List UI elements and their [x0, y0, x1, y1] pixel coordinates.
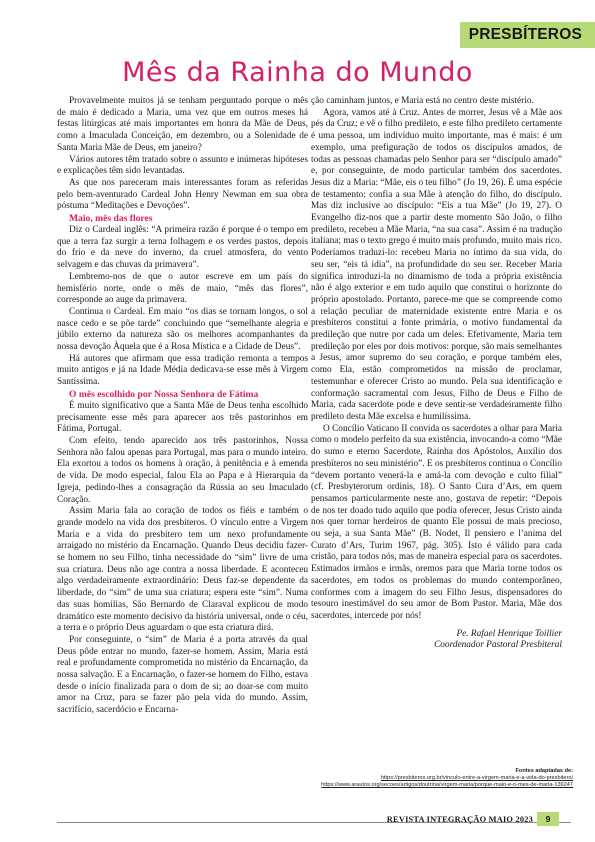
paragraph: Por conseguinte, o “sim” de Maria é a porta através da qual Deus pôde entrar no mundo, fazer-se homem. Assim, Maria está real e profundamente comprometida no mistério da Encarnação, da nossa salvação. E a Encarnação, o fazer-se homem do Filho, estava desde o início finalizada para o dom de si; ao doar-se com muito amor na Cruz, para se fazer pão pela vida do mundo. Assim, sacrifício, sacerdócio e Encarna-: [57, 634, 308, 716]
paragraph: Vários autores têm tratado sobre o assunto e inúmeras hipóteses e explicações têm sido levantadas.: [57, 154, 308, 177]
source-link[interactable]: https://presbiteros.org.br/vinculo-entre-a-virgem-maria-e-a-vida-do-presbitero/: [380, 775, 573, 782]
paragraph: O Concílio Vaticano II convida os sacerdotes a olhar para Maria como o modelo perfeito da sua existência, invocando-a como “Mãe do sumo e eterno Sacerdote, Rainha dos Apóstolos, Auxílio dos presbíteros no seu ministério”. E os presbíteros continua o Concílio “devem portanto venerá-la e amá-la com devoção e culto filial” (cf. Presbyterorum ordinis, 18). O Santo Cura d’Ars, em quem pensamos particularmente neste ano, gostava de repetir: “Depois de nos ter doado tudo aquilo que podia oferecer, Jesus Cristo ainda nos quer tornar herdeiros de quanto Ele possui de mais precioso, ou seja, a sua Santa Mãe” (B. Nodet, Il pensiero e l’anima del Curato d’Ars, Turim 1967, pág. 305). Isto é válido para cada cristão, para todos nós, mas de maneira especial para os sacerdotes. Estimados irmãos e irmãs, oremos para que Maria torne todos os sacerdotes, em todos os problemas do mundo contemporâneo, conformes com a imagem do seu Filho Jesus, dispensadores do tesouro inestimável do seu amor de Bom Pastor. Maria, Mãe dos sacerdotes, intercede por nós!: [311, 423, 562, 621]
paragraph: As que nos pareceram mais interessantes foram as referidas pelo bem-aventurado Cardeal John Henry Newman em sua obra póstuma “Meditações e Devoções”.: [57, 177, 308, 212]
page-number: 9: [537, 812, 559, 826]
paragraph: Assim Maria fala ao coração de todos os fiéis e também o grande modelo na vida dos presbíteros. O vínculo entre a Virgem Maria e a vida do presbítero tem um nexo profundamente arraigado no mistério da Encarnação. Quando Deus decidiu fazer-se homem no seu Filho, tinha necessidade do “sim” livre de uma sua criatura. Deus não age contra a nossa liberdade. E aconteceu algo verdadeiramente extraordinário: Deus faz-se dependente da liberdade, do “sim” de uma sua criatura; espera este “sim”. Numa das suas homilias, São Bernardo de Claraval explicou de modo dramático este momento decisivo da história universal, onde o céu, a terra e o próprio Deus aguardam o que esta criatura dirá.: [57, 506, 308, 634]
paragraph: Continua o Cardeal. Em maio “os dias se tornam longos, o sol nasce cedo e se põe tarde” concluindo que “semelhante alegria e júbilo externo da natureza são os melhores acompanhantes da nossa devoção Àquela que é a Rosa Mística e a Cidade de Deus”.: [57, 306, 308, 353]
source-link[interactable]: https://www.arautos.org/secoes/artigos/doutrina/virgem-maria/porque-maio-e-o-mes-de-maria-139247: [321, 782, 573, 789]
sources-label: Fontes adaptadas de:: [515, 768, 573, 774]
page-title: Mês da Rainha do Mundo: [122, 57, 473, 88]
paragraph: Há autores que afirmam que essa tradição remonta a tempos muito antigos e já na Idade Média dedicava-se esse mês à Virgem Santíssima.: [57, 353, 308, 388]
author-name: Pe. Rafael Henrique Toillier: [456, 628, 562, 639]
paragraph: Com efeito, tendo aparecido aos três pastorinhos, Nossa Senhora não falou apenas para Portugal, mas para o mundo inteiro. Ela exortou a todos os homens à oração, à penitência e à emenda de vida. De modo especial, falou Ela ao Papa e à Hierarquia da Igreja, pedindo-lhes a consagração da Rússia ao seu Imaculado Coração.: [57, 435, 308, 505]
paragraph: Lembremo-nos de que o autor escreve em um país do hemisfério norte, onde o mês de maio, “mês das flores”, corresponde ao auge da primavera.: [57, 271, 308, 306]
section-heading: O mês escolhido por Nossa Senhora de Fátima: [69, 388, 259, 400]
section-heading: Maio, mês das flores: [69, 213, 153, 225]
sources-block: [311, 768, 573, 790]
article-column-left: [57, 96, 308, 717]
paragraph: Diz o Cardeal inglês: “A primeira razão é porque é o tempo em que a terra faz surgir a terna folhagem e os verdes pastos, depois do frio e da neve do inverno, da cruel atmosfera, do vento selvagem e das chuvas da primavera”.: [57, 225, 308, 271]
paragraph: É muito significativo que a Santa Mãe de Deus tenha escolhido precisamente esse mês para aparecer aos três pastorinhos em Fátima, Portugal.: [57, 400, 308, 435]
paragraph: Agora, vamos até à Cruz. Antes de morrer, Jesus vê a Mãe aos pés da Cruz; e vê o filho predileto, e este filho predileto certamente é uma pessoa, um indivíduo muito importante, mas é mais: é um exemplo, uma prefiguração de todos os discípulos amados, de todas as pessoas chamadas pelo Senhor para ser “discípulo amado” e, por conseguinte, de modo particular também dos sacerdotes. Jesus diz a Maria: “Mãe, eis o teu filho” (Jo 19, 26). É uma espécie de testamento: confia a sua Mãe à atenção do filho, do discípulo. Mas diz inclusive ao discípulo: “Eis a tua Mãe” (Jo 19, 27). O Evangelho diz-nos que a partir deste momento São João, o filho predileto, recebeu a Mãe Maria, “na sua casa”. Assim é na tradução italiana; mas o texto grego é muito mais profundo, muito mais rico. Poderíamos traduzi-lo: recebeu Maria no íntimo da sua vida, do seu ser, “eis tá ídia”, na profundidade do seu ser. Receber Maria significa introduzi-la no dinamismo de toda a própria existência não é algo exterior e em tudo aquilo que constitui o horizonte do próprio apostolado. Portanto, parece-me que se compreende como a relação peculiar de maternidade existente entre Maria e os presbíteros constitui a fonte primária, o motivo fundamental da predileção que nutre por cada um deles. Efetivamente, Maria tem predileção por eles por dois motivos: porque, são mais semelhantes a Jesus, amor supremo do seu coração, e porque também eles, como Ela, estão comprometidos na missão de proclamar, testemunhar e oferecer Cristo ao mundo. Pela sua identificação e conformação sacramental com Jesus, Filho de Deus e Filho de Maria, cada sacerdote pode e deve sentir-se verdadeiramente filho predileto desta Mãe excelsa e humilíssima.: [311, 107, 562, 422]
author-role: Coordenador Pastoral Presbiteral: [434, 640, 562, 651]
section-label: PRESBÍTEROS: [468, 26, 582, 43]
paragraph: Provavelmente muitos já se tenham perguntado porque o mês de maio é dedicado a Maria, uma vez que em outros meses há festas litúrgicas até mais importantes em honra da Mãe de Deus, como a Imaculada Conceição, em dezembro, ou a Solenidade de Santa Maria Mãe de Deus, em janeiro?: [57, 96, 308, 153]
paragraph: ção caminham juntos, e Maria está no centro deste mistério.: [311, 96, 534, 106]
magazine-footer: REVISTA INTEGRAÇÃO MAIO 2023: [386, 815, 533, 824]
article-column-right: [311, 96, 562, 652]
author-signature: [311, 629, 562, 652]
